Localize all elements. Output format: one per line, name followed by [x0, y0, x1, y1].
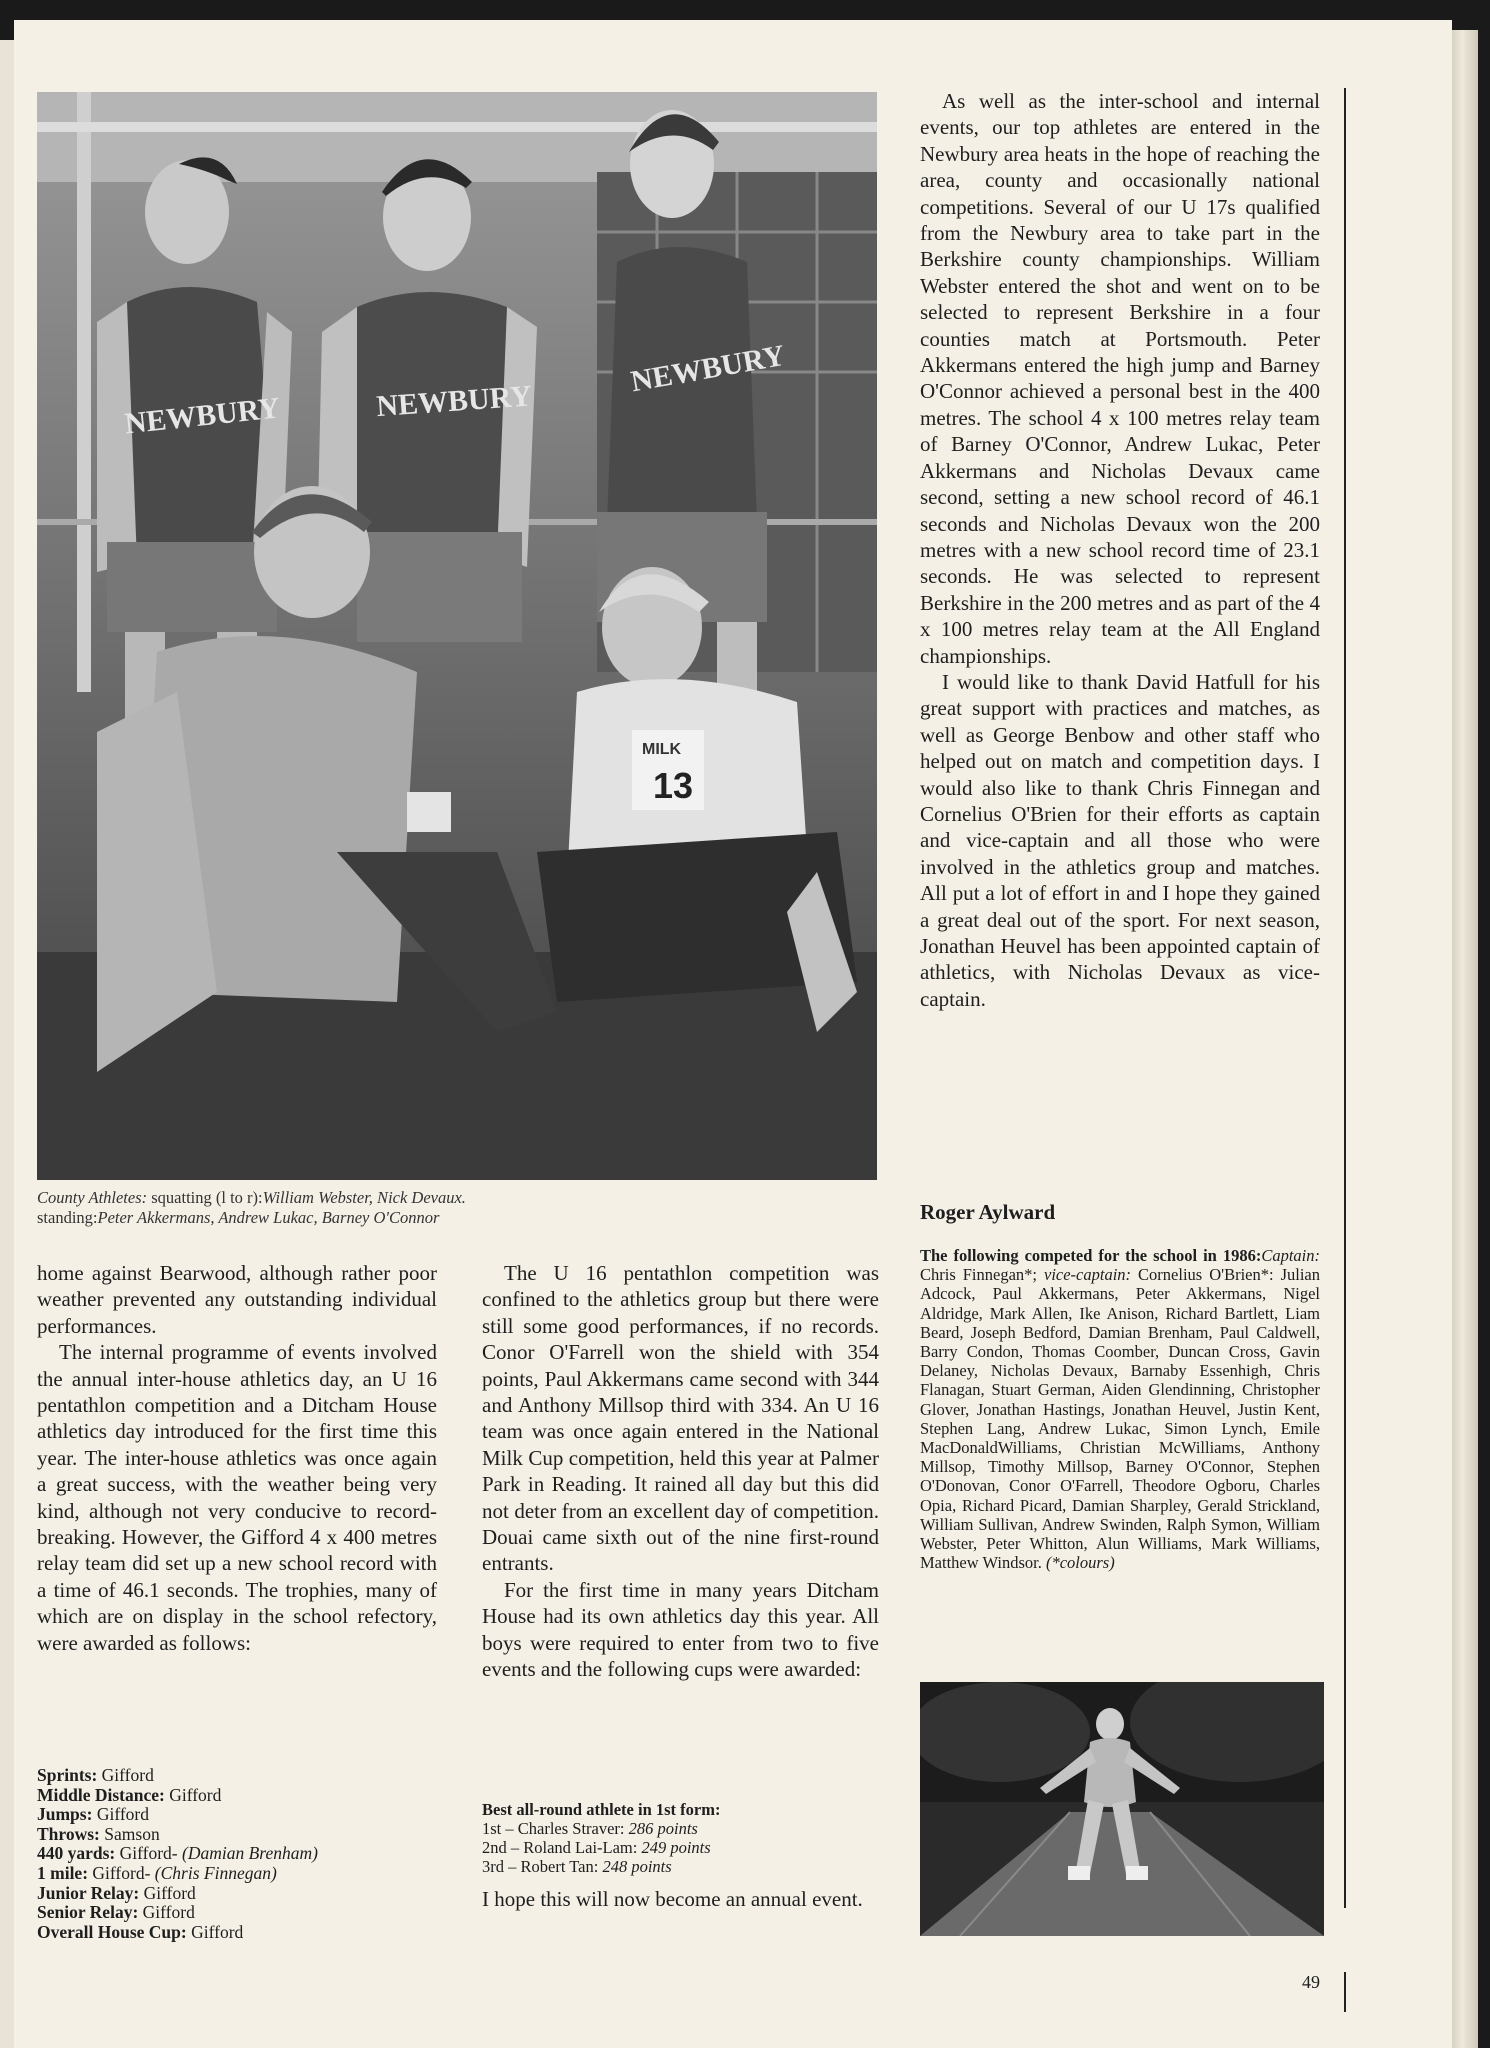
award-value: Gifford — [92, 1804, 149, 1825]
award-value: Gifford — [139, 1882, 196, 1903]
caption-label: County Athletes: — [37, 1188, 148, 1207]
award-item — [37, 1766, 437, 1786]
award-label: Sprints: — [37, 1765, 98, 1785]
best-athlete-points: 248 points — [602, 1857, 672, 1876]
squad-list — [920, 1246, 1320, 1572]
long-jump-illustration — [920, 1682, 1324, 1936]
paragraph: The U 16 pentathlon competition was confined to the athletics group but there were still some good performances, if no records. Conor O'Farrell won the shield with 354 points, Paul Akkermans came second with 344 and Anthony Millsop third with 334. An U 16 team was once again entered in the National Milk Cup competition, held this year at Palmer Park in Reading. It rained all day but this did not deter from an excellent day of competition. Douai came sixth out of the nine first-round entrants. — [482, 1261, 879, 1576]
caption-standing: standing: — [37, 1208, 98, 1227]
team-photo-illustration — [37, 92, 877, 1180]
award-item — [37, 1884, 437, 1904]
page-edge — [1452, 30, 1478, 2048]
article-column-3 — [920, 88, 1320, 1012]
captain-label: Captain: — [1261, 1246, 1320, 1265]
best-athlete-points: 249 points — [641, 1838, 711, 1857]
award-item — [37, 1923, 437, 1943]
paragraph: For the first time in many years Ditcham House had its own athletics day this year. All boys were required to enter from two to five events and the following cups were awarded: — [482, 1577, 879, 1682]
best-athlete-place: 3rd – Robert Tan: — [482, 1857, 603, 1876]
column-rule-footer — [1344, 1972, 1346, 2012]
award-item — [37, 1825, 437, 1845]
award-label: Overall House Cup: — [37, 1921, 187, 1942]
paragraph: I would like to thank David Hatfull for his great support with practices and matches, as well as George Benbow and other staff who helped out on match and competition days. I would also like to thank Chris Finnegan and Cornelius O'Brien for their efforts as captain and vice-captain and all those who were involved in the athletics group and matches. All put a lot of effort in and I hope they gained a great deal out of the sport. For next season, Jonathan Heuvel has been appointed captain of athletics, with Nicholas Devaux as vice-captain. — [920, 669, 1320, 1011]
best-athlete-place: 1st – Charles Straver: — [482, 1819, 629, 1838]
paragraph: The internal programme of events involved the annual inter-house athletics day, an U 16 pentathlon competition and a Ditcham House athletics day introduced for the first time this year. The inter-house athletics was once again a great success, with the weather being very kind, although not very conducive to record-breaking. However, the Gifford 4 x 400 metres relay team did set up a new school record with a time of 46.1 seconds. The trophies, many of which are on display in the school refectory, were awarded as follows: — [37, 1340, 437, 1655]
caption-squatting: squatting (l to r): — [147, 1188, 263, 1207]
award-item — [37, 1844, 437, 1864]
best-athlete-row — [482, 1838, 879, 1857]
best-athlete-list — [482, 1800, 879, 1876]
long-jump-photo — [920, 1682, 1324, 1936]
vest-lettering-left: NEWBURY — [123, 391, 282, 441]
vice-captain-label: vice-captain: — [1044, 1265, 1132, 1285]
vest-lettering-right: NEWBURY — [628, 338, 788, 399]
facing-page-edge — [0, 40, 14, 2048]
award-value: Gifford — [97, 1765, 154, 1785]
award-value: Samson — [99, 1823, 160, 1844]
award-label: Throws: — [37, 1823, 100, 1844]
award-item — [37, 1903, 437, 1923]
caption-names-squatting: William Webster, Nick Devaux. — [262, 1188, 466, 1207]
page-number: 49 — [1302, 1972, 1320, 1992]
team-photo — [37, 92, 877, 1180]
paragraph: home against Bearwood, although rather poor weather prevented any outstanding individual performances. — [37, 1261, 437, 1338]
best-athlete-row — [482, 1819, 879, 1838]
article-column-1 — [37, 1260, 437, 1656]
award-value: Gifford — [186, 1921, 244, 1942]
award-label: 440 yards: — [37, 1843, 116, 1864]
bib-number: 13 — [653, 765, 694, 806]
article-column-2 — [482, 1260, 879, 1683]
award-value: Gifford — [164, 1784, 222, 1805]
award-item — [37, 1864, 437, 1884]
award-label: Senior Relay: — [37, 1902, 139, 1923]
award-value: Gifford- — [88, 1862, 155, 1883]
best-athlete-heading: Best all-round athlete in 1st form: — [482, 1800, 721, 1819]
captain-name: Chris Finnegan*; — [920, 1265, 1044, 1285]
bib-text: MILK — [642, 741, 682, 758]
colours-note: (*colours) — [1045, 1553, 1115, 1573]
award-label: Jumps: — [37, 1804, 93, 1825]
best-athlete-place: 2nd – Roland Lai-Lam: — [482, 1838, 642, 1857]
award-label: Middle Distance: — [37, 1784, 165, 1805]
closing-line: I hope this will now become an annual event. — [482, 1887, 863, 1911]
award-note: (Chris Finnegan) — [154, 1862, 277, 1883]
award-label: 1 mile: — [37, 1862, 89, 1883]
squad-intro: The following competed for the school in 1986: — [920, 1246, 1262, 1265]
award-item — [37, 1786, 437, 1806]
column-rule — [1344, 88, 1346, 1908]
caption-names-standing: Peter Akkermans, Andrew Lukac, Barney O'Connor — [97, 1208, 440, 1227]
squad-names: Cornelius O'Brien*: Julian Adcock, Paul Akkermans, Peter Akkermans, Nigel Aldridge, Mark Allen, Ike Anison, Richard Bartlett, Liam Beard, Joseph Bedford, Damian Brenham, Paul Caldwell, Barry Condon, Thomas Coomber, Duncan Cross, Gavin Delaney, Nicholas Devaux, Barnaby Essenhigh, Chris Flanagan, Stuart German, Aiden Glendinning, Christopher Glover, Jonathan Hastings, Jonathan Heuvel, Justin Kent, Stephen Lang, Andrew Lukac, Simon Lynch, Emile MacDonaldWilliams, Christian McWilliams, Anthony Millsop, Timothy Millsop, Barney O'Connor, Stephen O'Donovan, Conor O'Farrell, Theodore Ogboru, Charles Opia, Richard Picard, Damian Sharpley, Gerald Strickland, William Sullivan, Andrew Swinden, Ralph Symon, William Webster, Peter Whitton, Alun Williams, Mark Williams, Matthew Windsor. — [920, 1265, 1320, 1573]
award-label: Junior Relay: — [37, 1882, 140, 1903]
award-note: (Damian Brenham) — [182, 1843, 318, 1864]
paragraph: As well as the inter-school and internal events, our top athletes are entered in the Newbury area heats in the hope of reaching the area, county and occasionally national competitions. Several of our U 17s qualified from the Newbury area to take part in the Berkshire county championships. William Webster entered the shot and went on to be selected to represent Berkshire in a four counties match at Portsmouth. Peter Akkermans entered the high jump and Barney O'Connor achieved a personal best in the 400 metres. The school 4 x 100 metres relay team of Barney O'Connor, Andrew Lukac, Peter Akkermans and Nicholas Devaux came second, setting a new school record of 46.1 seconds and Nicholas Devaux won the 200 metres with a new school record time of 23.1 seconds. He was selected to represent Berkshire in the 200 metres and as part of the 4 x 100 metres relay team at the All England championships. — [920, 89, 1320, 668]
best-athlete-row — [482, 1857, 879, 1876]
award-value: Gifford — [138, 1902, 195, 1923]
photo-caption — [37, 1188, 877, 1228]
award-value: Gifford- — [115, 1843, 183, 1864]
vest-lettering-middle: NEWBURY — [375, 379, 533, 424]
author-name: Roger Aylward — [920, 1200, 1056, 1224]
awards-list — [37, 1766, 437, 1942]
award-item — [37, 1805, 437, 1825]
best-athlete-points: 286 points — [628, 1819, 698, 1838]
